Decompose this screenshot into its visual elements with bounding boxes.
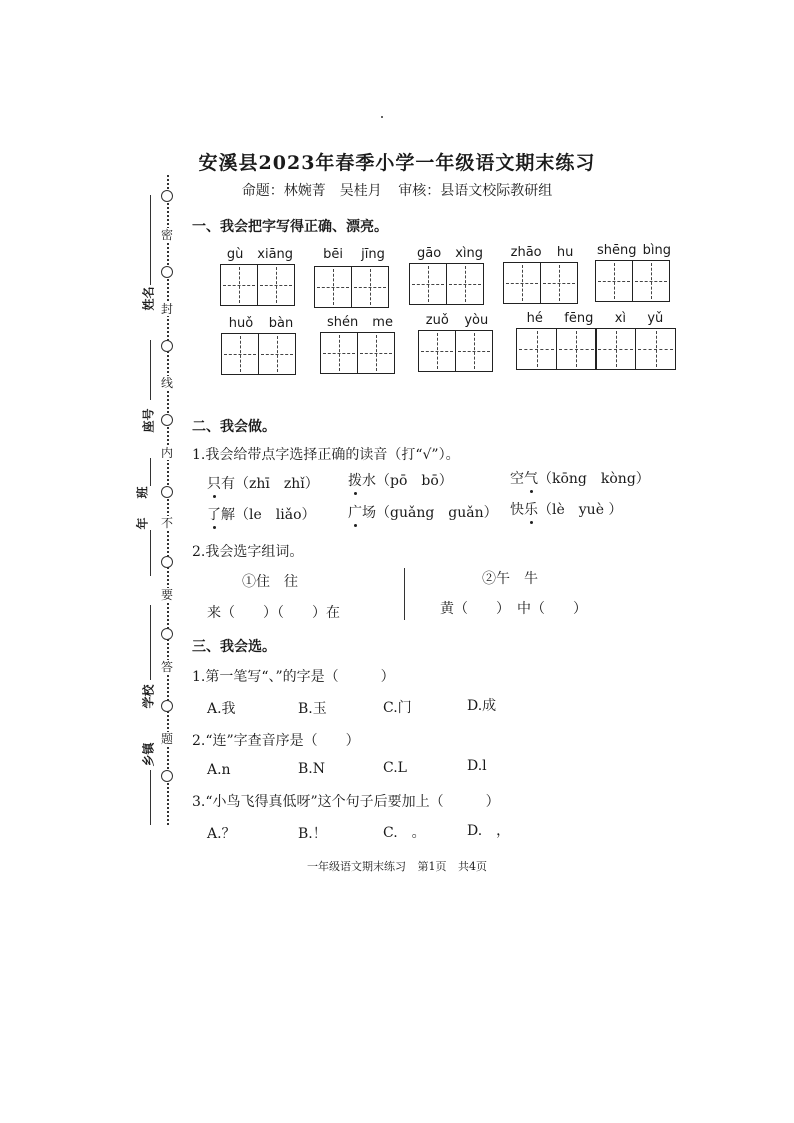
binding-circle — [161, 340, 173, 352]
option-b[interactable]: B.！ — [298, 826, 327, 842]
pinyin: shēng — [597, 243, 637, 258]
writing-boxes[interactable] — [220, 264, 295, 306]
pinyin-group — [410, 246, 490, 261]
pinyin: gù — [226, 247, 244, 262]
pronunciation-item[interactable] — [348, 470, 453, 490]
pinyin: hu — [556, 245, 574, 260]
pinyin-group — [503, 245, 581, 260]
pinyin: shén — [327, 315, 359, 330]
scan-speck — [381, 116, 383, 118]
dotted-char: 拨 — [348, 470, 362, 490]
binding-circle — [161, 628, 173, 640]
pinyin-group — [516, 311, 674, 326]
binding-circle — [161, 700, 173, 712]
word-fill-left[interactable]: 来（ ）（ ）在 — [207, 605, 340, 621]
class-field-line[interactable] — [150, 458, 151, 486]
option-c[interactable]: C.门 — [383, 700, 412, 716]
item-text: （kōng kòng） — [538, 471, 650, 487]
option-a[interactable]: A.我 — [207, 701, 236, 717]
writing-cell[interactable] — [258, 333, 296, 375]
item-text: （lè yuè ） — [538, 502, 623, 518]
pinyin: zuǒ — [425, 313, 449, 328]
binding-word: 答 — [160, 660, 173, 674]
pronunciation-item[interactable] — [510, 468, 650, 488]
page-title: 安溪县2023年春季小学一年级语文期末练习 — [198, 152, 596, 174]
writing-cell[interactable] — [220, 264, 258, 306]
writing-cell[interactable] — [418, 330, 456, 372]
writing-cell[interactable] — [540, 262, 578, 304]
pronunciation-item[interactable] — [348, 502, 498, 522]
pinyin: bìng — [642, 243, 671, 258]
writing-cell[interactable] — [320, 332, 358, 374]
name-field-line[interactable] — [150, 195, 151, 285]
footer-label: 一年级语文期末练习 — [307, 860, 406, 873]
writing-cell[interactable] — [635, 328, 676, 370]
binding-word: 不 — [160, 516, 173, 530]
pinyin: zhāo — [510, 245, 542, 260]
binding-circle — [161, 266, 173, 278]
question-2-2-prompt: 2.我会选字组词。 — [192, 544, 304, 560]
pinyin: xiāng — [257, 247, 294, 262]
binding-word: 密 — [160, 228, 173, 242]
section1-title: 一、我会把字写得正确、漂亮。 — [192, 219, 388, 235]
pinyin: bàn — [268, 316, 294, 331]
writing-cell[interactable] — [357, 332, 395, 374]
option-c[interactable]: C. 。 — [383, 825, 426, 841]
footer-page: 第1页 — [417, 860, 447, 873]
pinyin-group — [314, 247, 394, 262]
writing-boxes[interactable] — [221, 333, 296, 375]
binding-circle — [161, 770, 173, 782]
pinyin: me — [372, 315, 393, 330]
writing-cell[interactable] — [595, 328, 636, 370]
binding-circle — [161, 414, 173, 426]
writing-cell[interactable] — [503, 262, 541, 304]
town-field-label: 乡镇 — [141, 742, 156, 767]
dotted-char: 广 — [348, 502, 362, 522]
item-prefix: 空 — [510, 471, 524, 487]
grade-field-line[interactable] — [150, 530, 151, 576]
seat-field-line[interactable] — [150, 340, 151, 400]
question-2-1-prompt: 1.我会给带点字选择正确的读音（打“√”）。 — [192, 447, 460, 463]
writing-cell[interactable] — [409, 263, 447, 305]
reviewer-label: 审核：县语文校际教研组 — [398, 183, 553, 199]
pinyin: yòu — [464, 313, 489, 328]
question-3-1-prompt: 1.第一笔写“、”的字是（ ） — [192, 669, 395, 685]
word-fill-right[interactable]: 黄（ ） 中（ ） — [440, 601, 587, 617]
word-choice-left: ①住 往 — [242, 574, 298, 590]
pinyin-group — [220, 247, 300, 262]
section2-title: 二、我会做。 — [192, 419, 276, 435]
name-field-label: 姓名 — [141, 286, 156, 311]
writing-cell[interactable] — [314, 266, 352, 308]
option-d[interactable]: D.成 — [467, 698, 497, 714]
item-text: 有（zhī zhǐ） — [221, 476, 319, 492]
writing-boxes[interactable] — [418, 330, 493, 372]
binding-word: 内 — [160, 446, 173, 460]
writing-cell[interactable] — [221, 333, 259, 375]
writing-cell[interactable] — [351, 266, 389, 308]
item-prefix: 快 — [510, 502, 524, 518]
writing-boxes[interactable] — [595, 260, 670, 302]
pronunciation-item[interactable] — [510, 499, 622, 519]
school-field-line[interactable] — [150, 605, 151, 680]
item-text: 场（guǎng guǎn） — [362, 505, 498, 521]
option-b[interactable]: B.玉 — [298, 701, 327, 717]
writing-cell[interactable] — [446, 263, 484, 305]
item-text: 解（le liǎo） — [221, 507, 316, 523]
option-b[interactable]: B.N — [298, 761, 325, 777]
pinyin: xì — [614, 311, 626, 326]
word-choice-right: ②午 牛 — [482, 571, 538, 587]
pinyin-group — [418, 313, 496, 328]
writing-boxes[interactable] — [409, 263, 484, 305]
writing-boxes[interactable] — [516, 328, 676, 370]
writing-cell[interactable] — [455, 330, 493, 372]
footer-total: 共4页 — [458, 860, 487, 873]
question-3-3-prompt: 3.“小鸟飞得真低呀”这个句子后要加上（ ） — [192, 794, 500, 810]
binding-word: 封 — [160, 302, 173, 316]
pinyin-group — [320, 315, 400, 330]
dotted-char: 乐 — [524, 499, 538, 519]
dotted-char: 了 — [207, 504, 221, 524]
item-text: 水（pō bō） — [362, 473, 453, 489]
authors-label: 命题：林婉菁 吴桂月 — [241, 183, 382, 199]
pinyin: jīng — [361, 247, 385, 262]
class-field-label: 班 — [135, 486, 150, 499]
writing-cell[interactable] — [516, 328, 557, 370]
pinyin: bēi — [323, 247, 343, 262]
pinyin: xìng — [455, 246, 483, 261]
pinyin: yǔ — [647, 311, 664, 326]
page-subtitle — [0, 180, 794, 200]
binding-circle — [161, 486, 173, 498]
option-a[interactable]: A.n — [207, 762, 231, 778]
binding-word: 线 — [160, 376, 173, 390]
seat-field-label: 座号 — [141, 408, 156, 433]
pronunciation-item[interactable] — [207, 504, 316, 524]
column-divider — [404, 568, 405, 620]
dotted-char: 只 — [207, 473, 221, 493]
question-3-2-prompt: 2.“连”字查音序是（ ） — [192, 733, 360, 749]
pronunciation-item[interactable] — [207, 473, 319, 493]
town-field-line[interactable] — [150, 770, 151, 825]
writing-cell[interactable] — [556, 328, 597, 370]
pinyin-group — [221, 316, 301, 331]
writing-cell[interactable] — [257, 264, 295, 306]
binding-circle — [161, 556, 173, 568]
writing-boxes[interactable] — [320, 332, 395, 374]
writing-cell[interactable] — [632, 260, 670, 302]
pinyin: hé — [526, 311, 543, 326]
binding-word: 要 — [160, 588, 173, 602]
school-field-label: 学校 — [141, 684, 156, 709]
option-d[interactable]: D. ， — [467, 823, 511, 839]
option-a[interactable]: A.？ — [207, 826, 236, 842]
writing-boxes[interactable] — [314, 266, 389, 308]
option-c[interactable]: C.L — [383, 760, 407, 776]
section3-title: 三、我会选。 — [192, 639, 276, 655]
pinyin: gāo — [417, 246, 442, 261]
binding-word: 题 — [160, 732, 173, 746]
writing-boxes[interactable] — [503, 262, 578, 304]
option-d[interactable]: D.l — [467, 758, 487, 774]
pinyin: huǒ — [228, 316, 254, 331]
dotted-char: 气 — [524, 468, 538, 488]
pinyin: fēng — [564, 311, 594, 326]
grade-field-label: 年 — [135, 517, 150, 530]
writing-cell[interactable] — [595, 260, 633, 302]
pinyin-group — [594, 243, 674, 258]
page-footer — [0, 858, 794, 874]
